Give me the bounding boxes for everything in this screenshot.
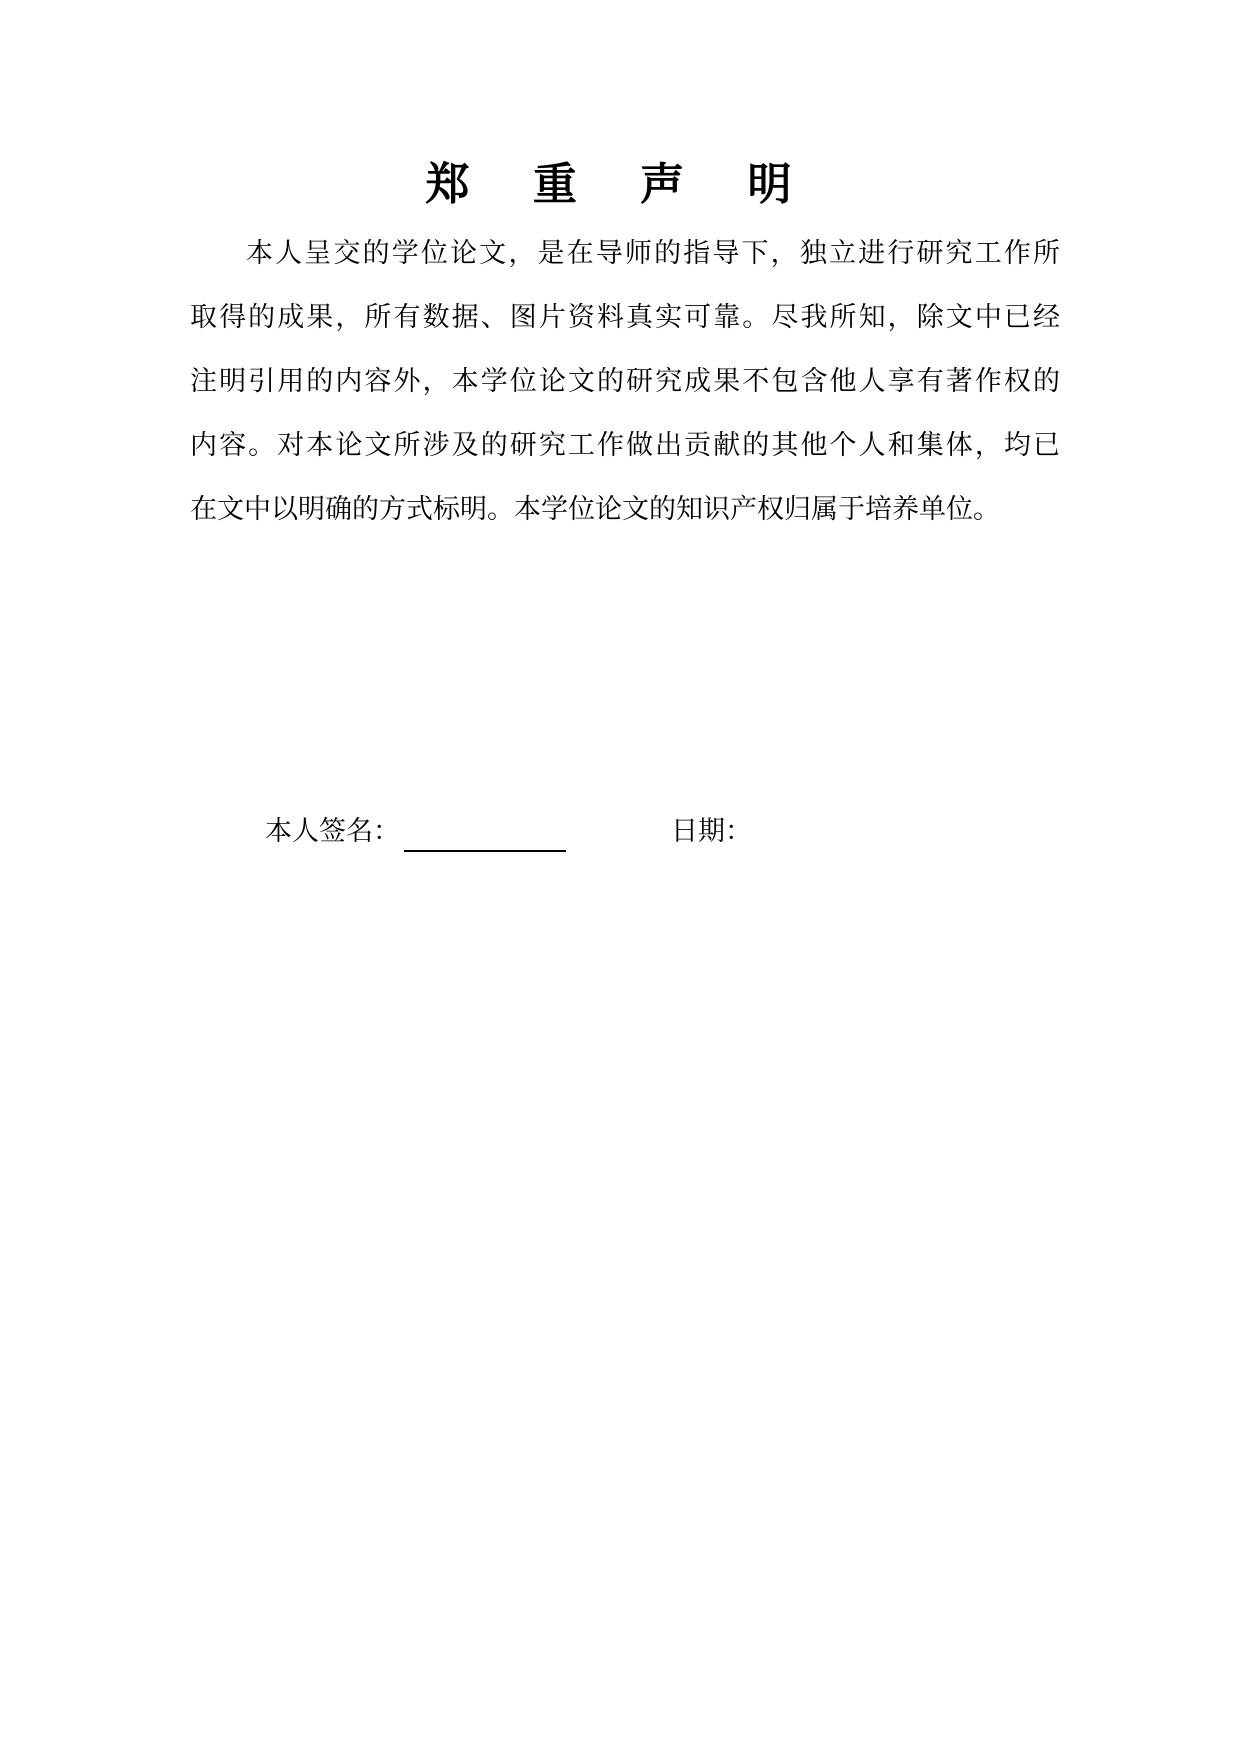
- declaration-paragraph: [190, 222, 1060, 542]
- signature-row: [265, 812, 752, 852]
- page-title: 郑 重 声 明: [425, 159, 816, 210]
- signature-line: [404, 818, 566, 852]
- date-label: 日期：: [671, 816, 752, 847]
- paragraph-line: 取得的成果，所有数据、图片资料真实可靠。尽我所知，除文中已经: [190, 302, 1060, 333]
- paragraph-line: 注明引用的内容外，本学位论文的研究成果不包含他人享有著作权的: [190, 366, 1060, 397]
- signature-label: 本人签名：: [265, 816, 400, 847]
- paragraph-line: 内容。对本论文所涉及的研究工作做出贡献的其他个人和集体，均已: [190, 430, 1060, 461]
- paragraph-line: 在文中以明确的方式标明。本学位论文的知识产权归属于培养单位。: [190, 494, 1000, 525]
- paragraph-line: 本人呈交的学位论文，是在导师的指导下，独立进行研究工作所: [246, 238, 1060, 269]
